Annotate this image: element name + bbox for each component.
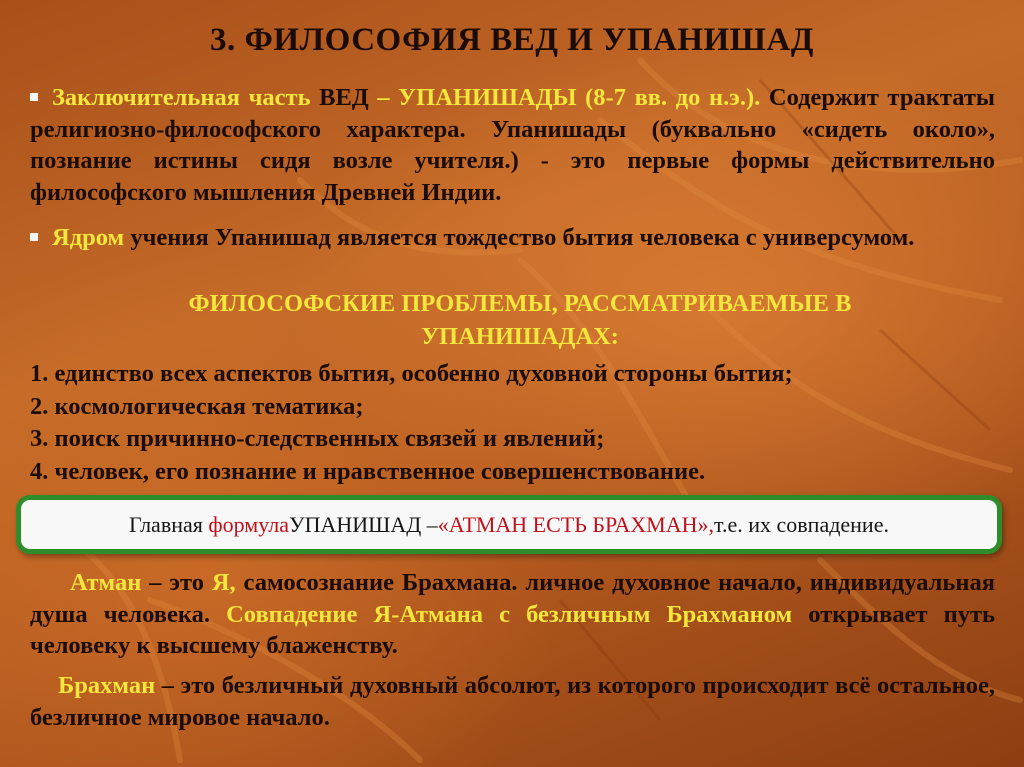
formula-text-a: Главная (129, 511, 203, 537)
paragraph-brahman (30, 670, 995, 733)
paragraph-upanishads-intro (30, 82, 995, 208)
problems-list (30, 358, 995, 488)
intro-text-ved: ВЕД (319, 84, 369, 111)
atman-text-e: Совпадение Я-Атмана с безличным Брахманом (226, 600, 793, 628)
intro-text-upanishads: – УПАНИШАДЫ (8-7 вв. до н.э.). (368, 84, 761, 111)
square-bullet-icon (30, 233, 38, 241)
atman-text-b: – это (141, 569, 212, 596)
atman-text-a: Атман (70, 569, 142, 596)
square-bullet-icon (30, 93, 38, 101)
atman-text-d: самосознание Брахмана. личное духовное начало, индивидуальная душа человека. (30, 569, 995, 628)
atman-text-f: открывает путь человеку к высшему блаженству. (30, 600, 995, 659)
atman-text-c: Я, (211, 569, 236, 596)
formula-text-e: т.е. их совпадение. (714, 511, 889, 537)
list-item: 3. поиск причинно-следственных связей и явлений; (30, 425, 605, 452)
list-item: 1. единство всех аспектов бытия, особенно духовной стороны бытия; (30, 360, 793, 387)
slide-title: 3. ФИЛОСОФИЯ ВЕД И УПАНИШАД (210, 22, 814, 58)
formula-text-c: УПАНИШАД – (289, 511, 438, 537)
list-item: 2. космологическая тематика; (30, 392, 364, 420)
intro-text-a: Заключительная часть (52, 84, 320, 111)
paragraph-atman (30, 567, 995, 662)
core-text-rest: учения Упанишад является тождество бытия человека с универсумом. (124, 224, 915, 251)
list-item: 4. человек, его познание и нравственное совершенствование. (30, 457, 706, 485)
formula-box (16, 495, 1002, 554)
formula-text-word: формула (208, 511, 289, 537)
brahman-text-a: Брахман (58, 672, 156, 699)
paragraph-core-teaching (30, 222, 995, 254)
problems-subheading: ФИЛОСОФСКИЕ ПРОБЛЕМЫ, РАССМАТРИВАЕМЫЕ В УПАНИШАДАХ: (188, 290, 852, 350)
brahman-text-b: – это безличный духовный абсолют, из которого происходит всё остальное, безличное мировое начало. (30, 672, 995, 731)
core-text-a: Ядром (52, 224, 125, 251)
formula-text-atman-brahman: «АТМАН ЕСТЬ БРАХМАН», (437, 511, 715, 537)
intro-text-rest: Содержит трактаты религиозно-философского характера. Упанишады (буквально «сидеть около», познание истины сидя возле учителя.) - это первые формы действительно философского мышления Древней Индии. (30, 84, 995, 206)
